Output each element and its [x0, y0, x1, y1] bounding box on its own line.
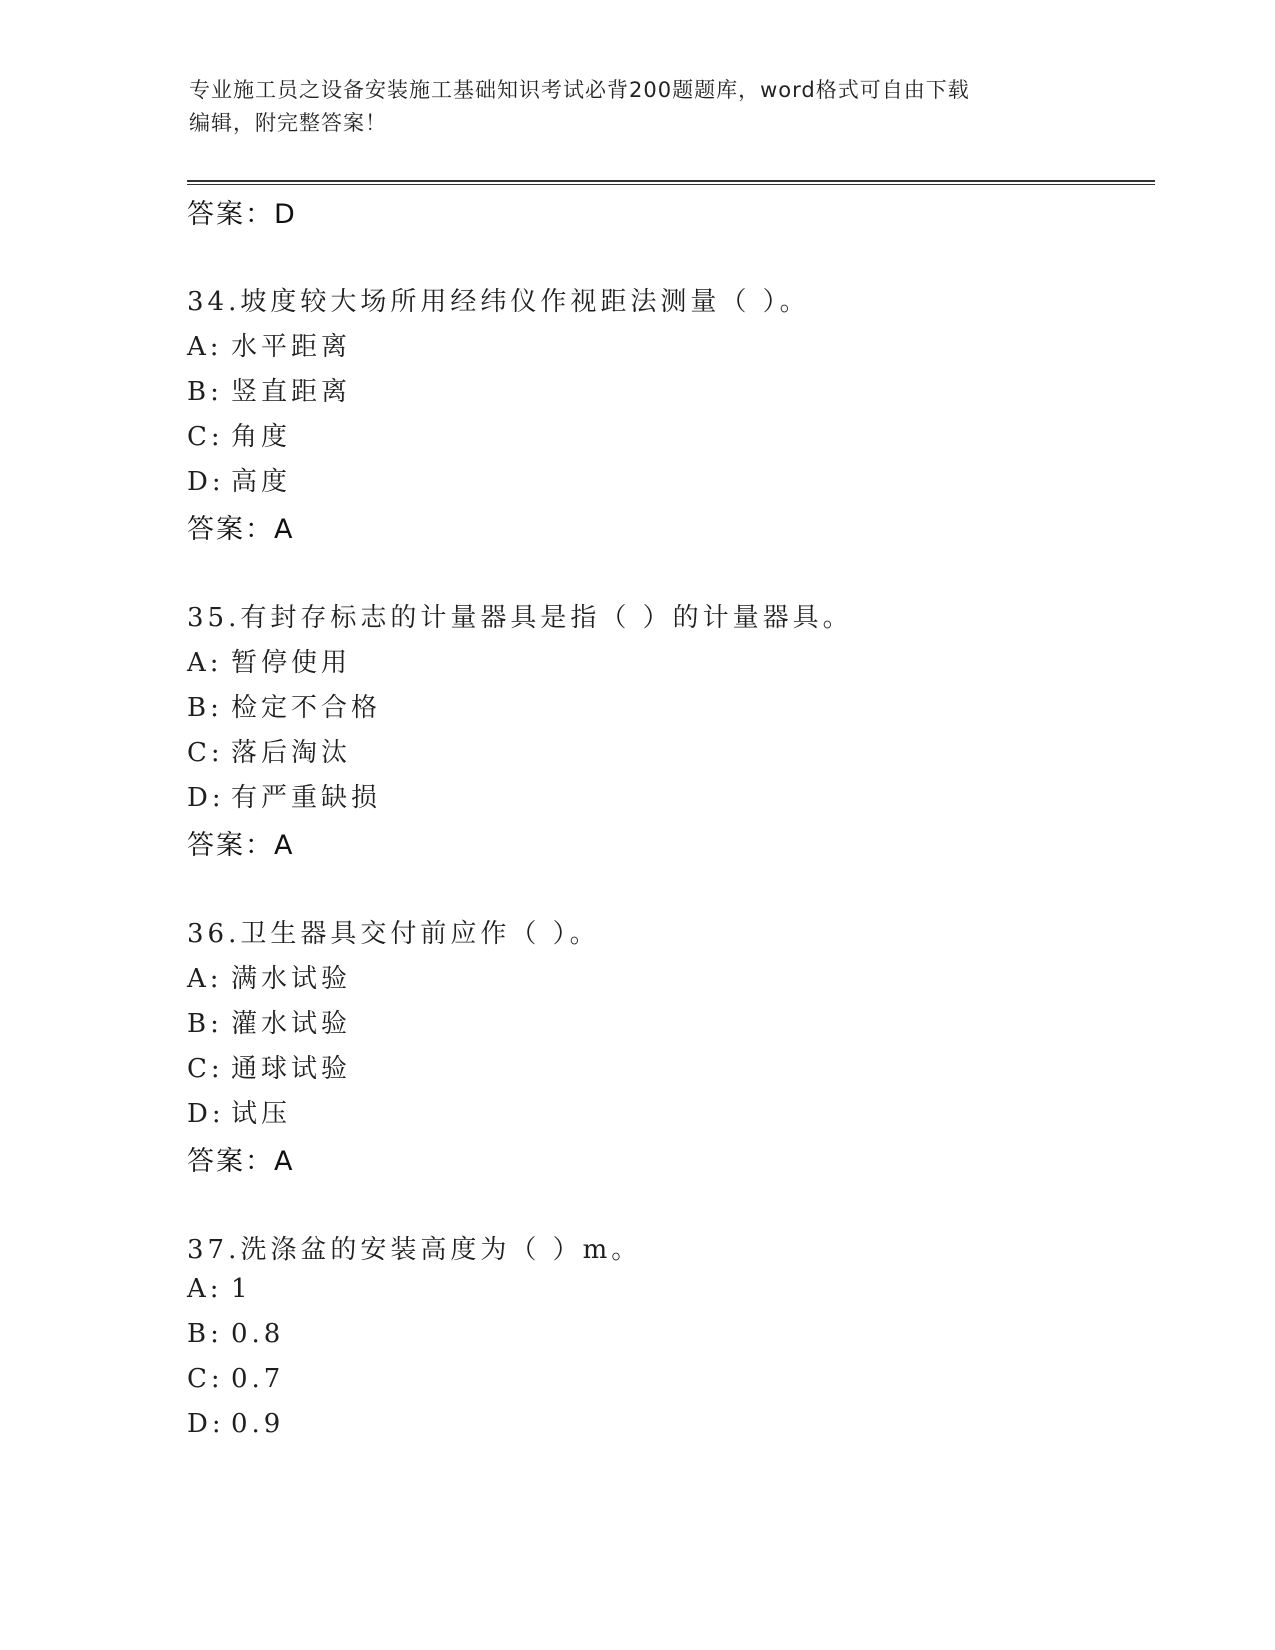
- option-text: 1: [231, 1274, 252, 1304]
- option-b: [187, 371, 351, 408]
- option-text: 0.9: [231, 1409, 285, 1439]
- option-d: [187, 461, 291, 498]
- option-key: C:: [187, 1054, 224, 1084]
- option-b: [187, 687, 381, 724]
- option-key: D:: [187, 467, 225, 497]
- option-d: [187, 1409, 284, 1439]
- document-header: [189, 74, 1089, 140]
- answer-line: 答案：A: [187, 514, 295, 545]
- option-key: D:: [187, 783, 225, 813]
- option-key: C:: [187, 422, 224, 452]
- option-text: 试压: [231, 1099, 292, 1129]
- option-text: 高度: [231, 467, 292, 497]
- header-divider-thick: [187, 180, 1155, 182]
- option-text: 落后淘汰: [231, 738, 352, 768]
- option-key: A:: [187, 332, 223, 362]
- option-text: 通球试验: [231, 1054, 352, 1084]
- option-a: [187, 326, 351, 363]
- option-text: 暂停使用: [231, 648, 352, 678]
- answer-line: 答案：A: [187, 1146, 295, 1177]
- option-key: B:: [187, 377, 223, 407]
- question-stem: 35.有封存标志的计量器具是指（ ）的计量器具。: [187, 603, 853, 633]
- header-line-2: 编辑，附完整答案！: [189, 111, 387, 135]
- option-key: B:: [187, 1009, 223, 1039]
- option-key: C:: [187, 738, 224, 768]
- option-key: D:: [187, 1409, 225, 1439]
- option-key: C:: [187, 1364, 224, 1394]
- option-text: 满水试验: [231, 964, 352, 994]
- option-key: B:: [187, 1319, 223, 1349]
- option-key: A:: [187, 964, 223, 994]
- option-text: 水平距离: [231, 332, 352, 362]
- option-a: [187, 958, 351, 995]
- option-key: B:: [187, 693, 223, 723]
- option-b: [187, 1003, 351, 1040]
- option-a: [187, 1274, 252, 1304]
- option-b: [187, 1319, 284, 1349]
- option-c: [187, 732, 351, 769]
- question-stem: 36.卫生器具交付前应作（ ）。: [187, 919, 600, 949]
- answer-line: 答案：A: [187, 830, 295, 861]
- question-stem: 37.洗涤盆的安装高度为（ ）m。: [187, 1235, 642, 1265]
- option-text: 检定不合格: [231, 693, 382, 723]
- question-stem: 34.坡度较大场所用经纬仪作视距法测量（ ）。: [187, 287, 810, 317]
- option-key: A:: [187, 648, 223, 678]
- option-c: [187, 416, 291, 453]
- option-d: [187, 777, 381, 814]
- option-key: D:: [187, 1099, 225, 1129]
- option-c: [187, 1364, 284, 1394]
- option-a: [187, 642, 351, 679]
- option-c: [187, 1048, 351, 1085]
- option-key: A:: [187, 1274, 223, 1304]
- header-line-1: 专业施工员之设备安装施工基础知识考试必背200题题库，word格式可自由下载: [189, 78, 970, 102]
- option-d: [187, 1093, 291, 1130]
- previous-answer: 答案：D: [187, 199, 297, 230]
- option-text: 竖直距离: [231, 377, 352, 407]
- option-text: 0.8: [231, 1319, 285, 1349]
- header-divider-thin: [187, 184, 1155, 185]
- option-text: 0.7: [231, 1364, 285, 1394]
- option-text: 角度: [231, 422, 292, 452]
- option-text: 有严重缺损: [231, 783, 382, 813]
- option-text: 灌水试验: [231, 1009, 352, 1039]
